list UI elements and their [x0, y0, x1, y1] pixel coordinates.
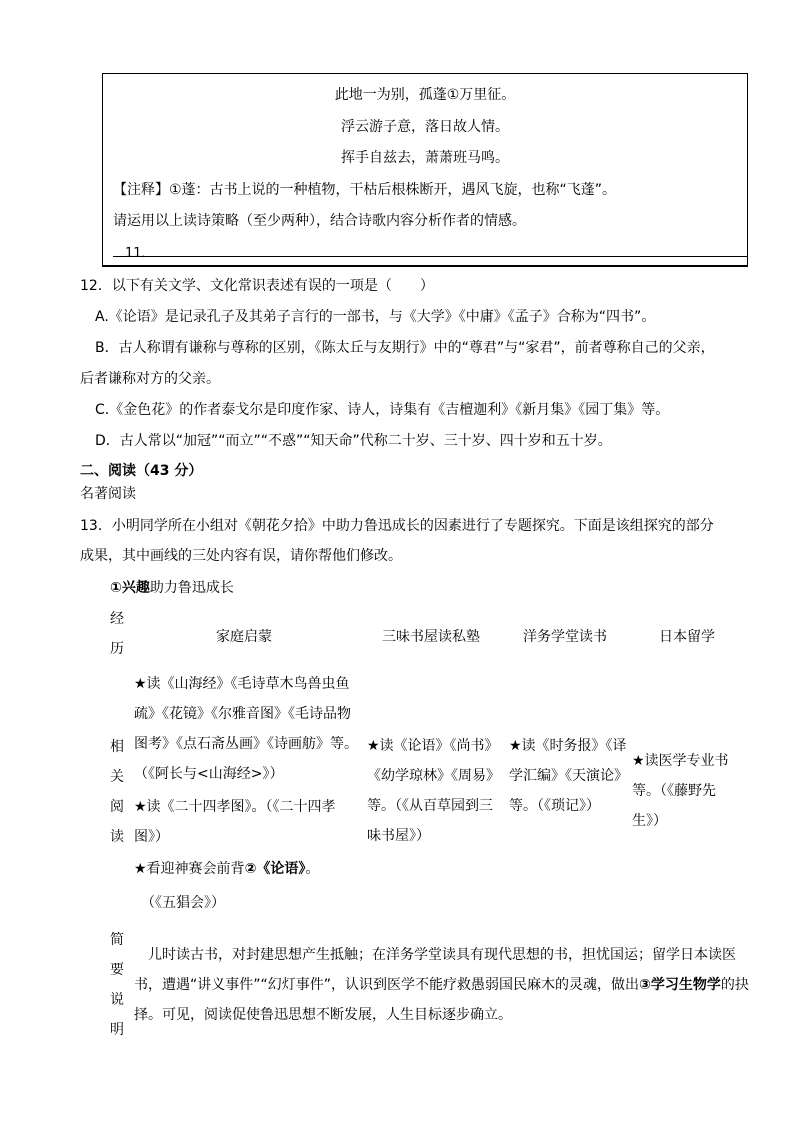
cell-japan-reading: ★读医学专业书等。（《藤野先生》） — [632, 753, 729, 829]
row-label-experience: 经历 — [110, 611, 124, 657]
cell-family-reading-3 — [134, 854, 360, 884]
poem-note: 【注释】①蓬：古书上说的一种植物，干枯后根株断开，遇风飞旋，也称“飞蓬”。 — [113, 182, 617, 198]
poem-box — [102, 73, 748, 266]
q13-heading — [110, 577, 234, 597]
header-japan: 日本留学 — [659, 629, 715, 645]
q12-option-c[interactable]: C.《金色花》的作者泰戈尔是印度作家、诗人，诗集有《吉檀迦利》《新月集》《园丁集》等。 — [95, 402, 670, 418]
cell-family-reading-1: ★读《山海经》《毛诗草木鸟兽虫鱼疏》《花镜》《尔雅音图》《毛诗品物图考》《点石斋丛画》《诗画舫》等。（《阿长与<山海经>》） — [134, 676, 358, 782]
q12-option-b[interactable]: B．古人称谓有谦称与尊称的区别，《陈太丘与友期行》中的“尊君”与“家君”，前者尊称自己的父亲， — [95, 340, 715, 356]
poem-prompt: 请运用以上读诗策略（至少两种），结合诗歌内容分析作者的情感。 — [113, 213, 526, 229]
summary-part-1: 儿时读古书，对封建思想产生抵触；在洋务学堂读具有现代思想的书，担忧国运；留学日本读医书，遭遇“讲义事件”“幻灯事件”，认识到医学不能疗救愚弱国民麻木的灵魂，做出 — [134, 947, 736, 993]
q12-stem: 12．以下有关文学、文化常识表述有误的一项是（ ） — [80, 278, 434, 294]
q12-option-a[interactable]: A.《论语》是记录孔子及其弟子言行的一部书，与《大学》《中庸》《孟子》合称为“四书”。 — [95, 309, 656, 325]
cell-yangwu-reading: ★读《时务报》《译学汇编》《天演论》等。（《琐记》） — [509, 738, 627, 814]
q13-stem-1: 13．小明同学所在小组对《朝花夕拾》中助力鲁迅成长的因素进行了专题探究。下面是该组探究的部分 — [80, 518, 714, 534]
q13-stem-2: 成果，其中画线的三处内容有误，请你帮他们修改。 — [80, 548, 402, 564]
heading-interest: 兴趣 — [121, 580, 150, 596]
section-subtitle: 名著阅读 — [80, 486, 136, 502]
heading-rest: 助力鲁迅成长 — [149, 580, 234, 596]
underline-biology: 学习生物学 — [650, 977, 721, 993]
poem-line-1: 此地一为别，孤蓬①万里征。 — [334, 87, 516, 103]
row-label-reading: 相关阅读 — [110, 739, 124, 845]
item-shenhui: ★看迎神赛会前背 — [134, 861, 245, 877]
marker-1: ① — [110, 580, 122, 596]
cell-sanwei-reading: ★读《论语》《尚书》《幼学琼林》《周易》等。（《从百草园到三味书屋》） — [367, 738, 499, 844]
cell-family-reading-2: ★读《二十四孝图》。（《二十四孝图》） — [134, 799, 336, 845]
answer-line-outer — [102, 266, 748, 267]
period: 。 — [305, 861, 320, 877]
summary-text — [134, 940, 750, 1030]
row-label-summary: 简要说明 — [110, 932, 124, 1038]
answer-line[interactable] — [113, 256, 747, 257]
q12-option-b-cont: 后者谦称对方的父亲。 — [80, 371, 220, 387]
answer-number: 11． — [125, 246, 155, 261]
header-yangwu: 洋务学堂读书 — [523, 629, 607, 645]
source-wuchanghui: （《五猖会》） — [141, 895, 225, 911]
header-family: 家庭启蒙 — [216, 629, 272, 645]
q12-option-d[interactable]: D．古人常以“加冠”“而立”“不惑”“知天命”代称二十岁、三十岁、四十岁和五十岁。 — [95, 433, 612, 449]
marker-2: ② — [244, 861, 257, 877]
marker-3: ③ — [639, 977, 651, 993]
section-title: 二、阅读（43 分） — [80, 463, 203, 479]
poem-line-2: 浮云游子意，落日故人情。 — [341, 119, 509, 135]
underline-lunyu: 《论语》 — [256, 861, 306, 877]
poem-line-3: 挥手自兹去，萧萧班马鸣。 — [341, 150, 509, 166]
header-sanwei: 三味书屋读私塾 — [382, 629, 480, 645]
summary-part-2: 的抉择。可见，阅读促使鲁迅思想不断发展，人生目标逐步确立。 — [134, 977, 749, 1023]
